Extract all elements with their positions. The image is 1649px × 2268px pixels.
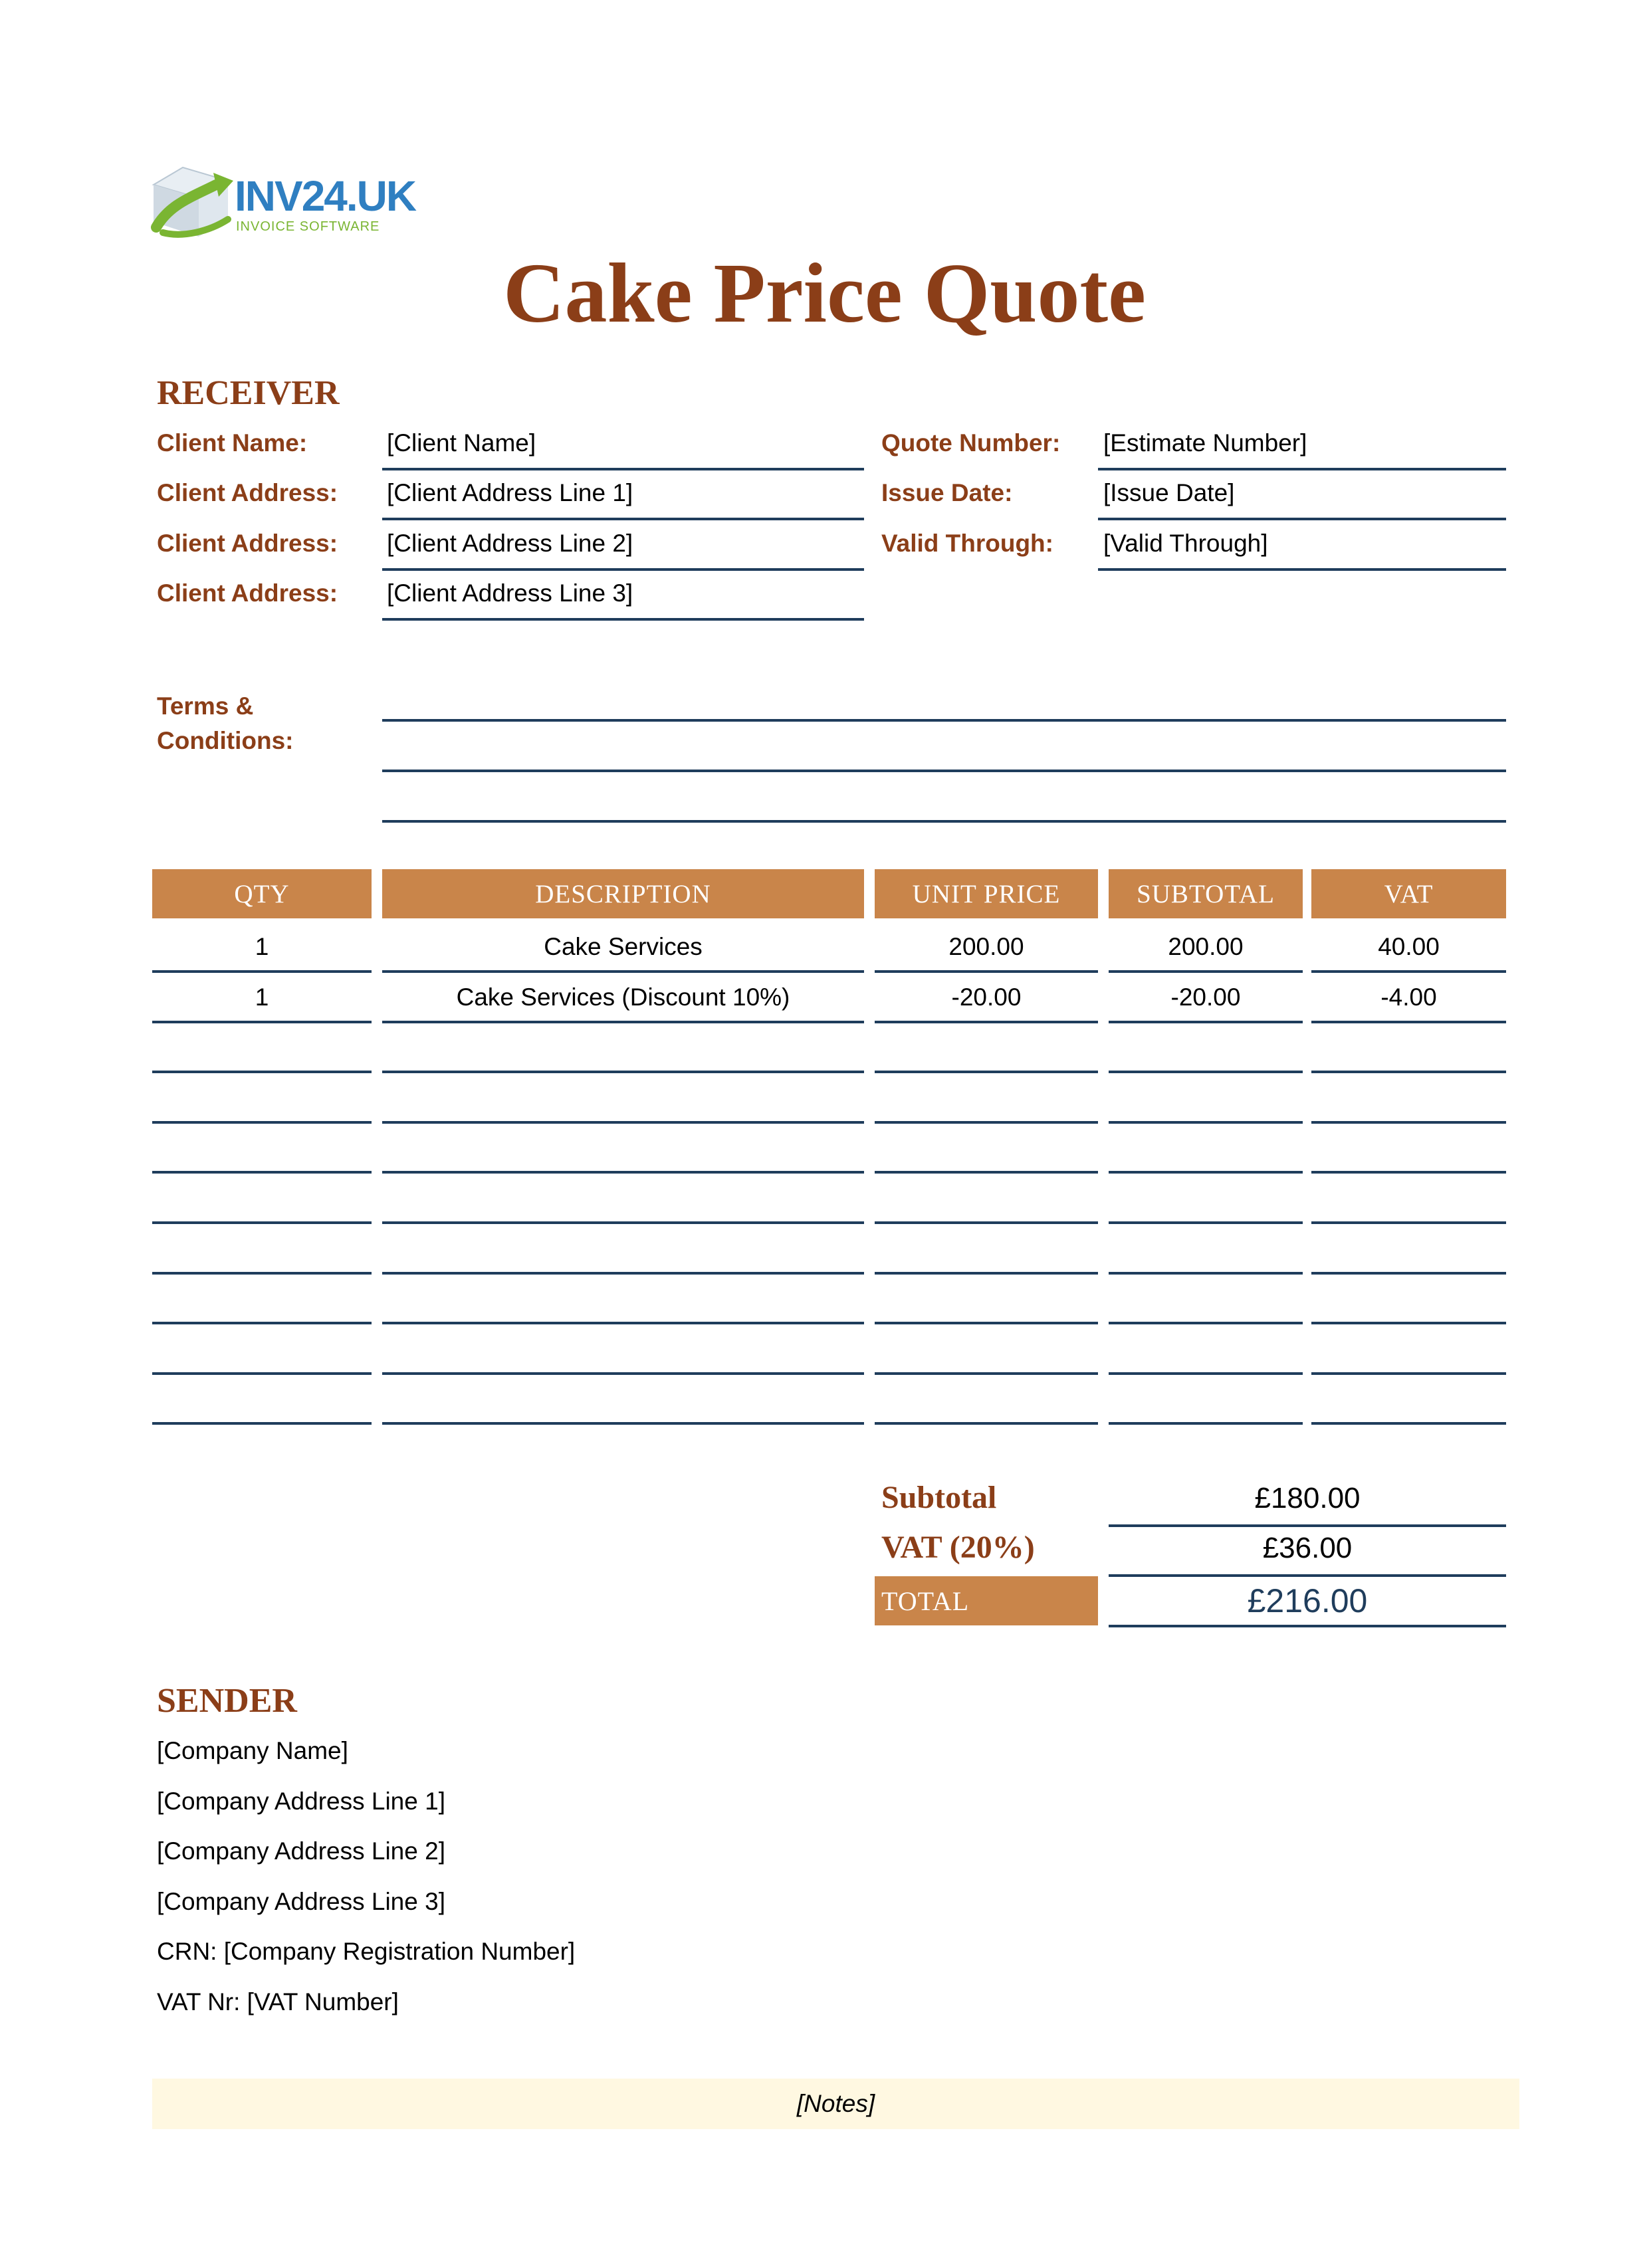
table-row-line [152, 1121, 372, 1124]
table-row-line [152, 1171, 372, 1174]
table-row-line [382, 1171, 864, 1174]
table-row-line [382, 1322, 864, 1324]
logo-brand-text: INV24.UK [235, 172, 416, 220]
sender-vat-number: VAT Nr: [VAT Number] [157, 1988, 399, 2015]
table-row-line [152, 1071, 372, 1073]
table-row-line [382, 1021, 864, 1023]
total-label: TOTAL [881, 1586, 970, 1616]
table-row-line [152, 1422, 372, 1425]
table-row-line [875, 1071, 1098, 1073]
client-address-3-label: Client Address: [157, 579, 338, 607]
th-description: DESCRIPTION [382, 869, 864, 918]
client-address-3-field[interactable]: [Client Address Line 3] [387, 579, 633, 607]
table-row-line [1311, 1322, 1506, 1324]
table-row-line [1109, 1121, 1303, 1124]
th-qty: QTY [152, 869, 372, 918]
client-address-1-label: Client Address: [157, 479, 338, 506]
terms-line-2[interactable] [382, 770, 1506, 772]
valid-through-underline [1098, 568, 1506, 571]
table-row-line [1311, 1272, 1506, 1275]
table-row-line [1109, 1322, 1303, 1324]
logo-tagline: INVOICE SOFTWARE [236, 219, 380, 234]
table-row-line [1109, 1071, 1303, 1073]
vat-label: VAT (20%) [881, 1530, 1035, 1565]
notes-text: [Notes] [796, 2090, 875, 2117]
table-row-line [875, 1121, 1098, 1124]
quote-number-label: Quote Number: [881, 429, 1061, 457]
table-row-line [382, 1121, 864, 1124]
receiver-heading: RECEIVER [157, 374, 340, 412]
row2-qty[interactable]: 1 [255, 983, 269, 1011]
vat-underline [1109, 1574, 1506, 1577]
row1-vat[interactable]: 40.00 [1378, 933, 1440, 960]
issue-date-underline [1098, 518, 1506, 520]
sender-company-name: [Company Name] [157, 1737, 348, 1764]
client-address-1-field[interactable]: [Client Address Line 1] [387, 479, 633, 506]
table-row-line [382, 1272, 864, 1275]
table-row-line [875, 1322, 1098, 1324]
issue-date-label: Issue Date: [881, 479, 1013, 506]
quote-number-underline [1098, 468, 1506, 470]
table-row-line [875, 1171, 1098, 1174]
valid-through-field[interactable]: [Valid Through] [1103, 530, 1268, 557]
row1-description[interactable]: Cake Services [544, 933, 703, 960]
subtotal-label: Subtotal [881, 1480, 997, 1515]
table-row-line [1311, 1221, 1506, 1224]
table-row-line [382, 1372, 864, 1375]
sender-crn: CRN: [Company Registration Number] [157, 1938, 576, 1965]
th-vat: VAT [1311, 869, 1506, 918]
terms-label [157, 689, 294, 758]
total-value: £216.00 [1247, 1582, 1368, 1619]
table-row-line [875, 1221, 1098, 1224]
table-row-line [1109, 1372, 1303, 1375]
client-address-3-underline [382, 618, 864, 621]
sender-address-3: [Company Address Line 3] [157, 1888, 445, 1915]
table-row-line [152, 1221, 372, 1224]
notes-box[interactable] [152, 2079, 1519, 2129]
table-row-line [1109, 1272, 1303, 1275]
row2-unit-price[interactable]: -20.00 [951, 983, 1022, 1011]
table-row-line [1109, 1021, 1303, 1023]
table-row-line [382, 1422, 864, 1425]
client-name-label: Client Name: [157, 429, 308, 457]
table-row-line [875, 1422, 1098, 1425]
row1-subtotal[interactable]: 200.00 [1168, 933, 1244, 960]
table-row-line [1311, 1121, 1506, 1124]
table-row-line [875, 970, 1098, 973]
client-address-2-field[interactable]: [Client Address Line 2] [387, 530, 633, 557]
table-row-line [152, 970, 372, 973]
issue-date-field[interactable]: [Issue Date] [1103, 479, 1235, 506]
th-subtotal: SUBTOTAL [1109, 869, 1303, 918]
quote-number-field[interactable]: [Estimate Number] [1103, 429, 1307, 457]
valid-through-label: Valid Through: [881, 530, 1053, 557]
page-title: Cake Price Quote [503, 246, 1146, 340]
table-row-line [382, 970, 864, 973]
subtotal-value: £180.00 [1254, 1482, 1361, 1514]
client-name-field[interactable]: [Client Name] [387, 429, 536, 457]
client-name-underline [382, 468, 864, 470]
sender-address-2: [Company Address Line 2] [157, 1837, 445, 1865]
sender-heading: SENDER [157, 1682, 297, 1720]
row2-vat[interactable]: -4.00 [1380, 983, 1437, 1011]
vat-value: £36.00 [1262, 1532, 1353, 1564]
table-row-line [875, 1372, 1098, 1375]
table-row-line [875, 1272, 1098, 1275]
client-address-2-underline [382, 568, 864, 571]
terms-line-1[interactable] [382, 719, 1506, 722]
table-row-line [1109, 1422, 1303, 1425]
th-unit-price: UNIT PRICE [875, 869, 1098, 918]
table-row-line [152, 1372, 372, 1375]
subtotal-underline [1109, 1524, 1506, 1527]
table-row-line [1109, 1171, 1303, 1174]
row1-qty[interactable]: 1 [255, 933, 269, 960]
row2-description[interactable]: Cake Services (Discount 10%) [456, 983, 790, 1011]
table-row-line [1311, 970, 1506, 973]
brand-logo [150, 158, 416, 245]
client-address-2-label: Client Address: [157, 530, 338, 557]
client-address-1-underline [382, 518, 864, 520]
table-row-line [1311, 1422, 1506, 1425]
terms-label-line1: Terms & [157, 692, 254, 720]
table-row-line [382, 1221, 864, 1224]
table-row-line [1311, 1171, 1506, 1174]
table-row-line [875, 1021, 1098, 1023]
table-row-line [382, 1071, 864, 1073]
total-underline [1109, 1625, 1506, 1627]
table-row-line [1311, 1071, 1506, 1073]
sender-address-1: [Company Address Line 1] [157, 1788, 445, 1815]
table-row-line [1311, 1021, 1506, 1023]
terms-label-line2: Conditions: [157, 727, 294, 754]
terms-line-3[interactable] [382, 820, 1506, 823]
row2-subtotal[interactable]: -20.00 [1170, 983, 1241, 1011]
table-row-line [1109, 1221, 1303, 1224]
table-row-line [152, 1322, 372, 1324]
table-row-line [152, 1021, 372, 1023]
table-row-line [152, 1272, 372, 1275]
table-row-line [1109, 970, 1303, 973]
row1-unit-price[interactable]: 200.00 [948, 933, 1024, 960]
table-row-line [1311, 1372, 1506, 1375]
